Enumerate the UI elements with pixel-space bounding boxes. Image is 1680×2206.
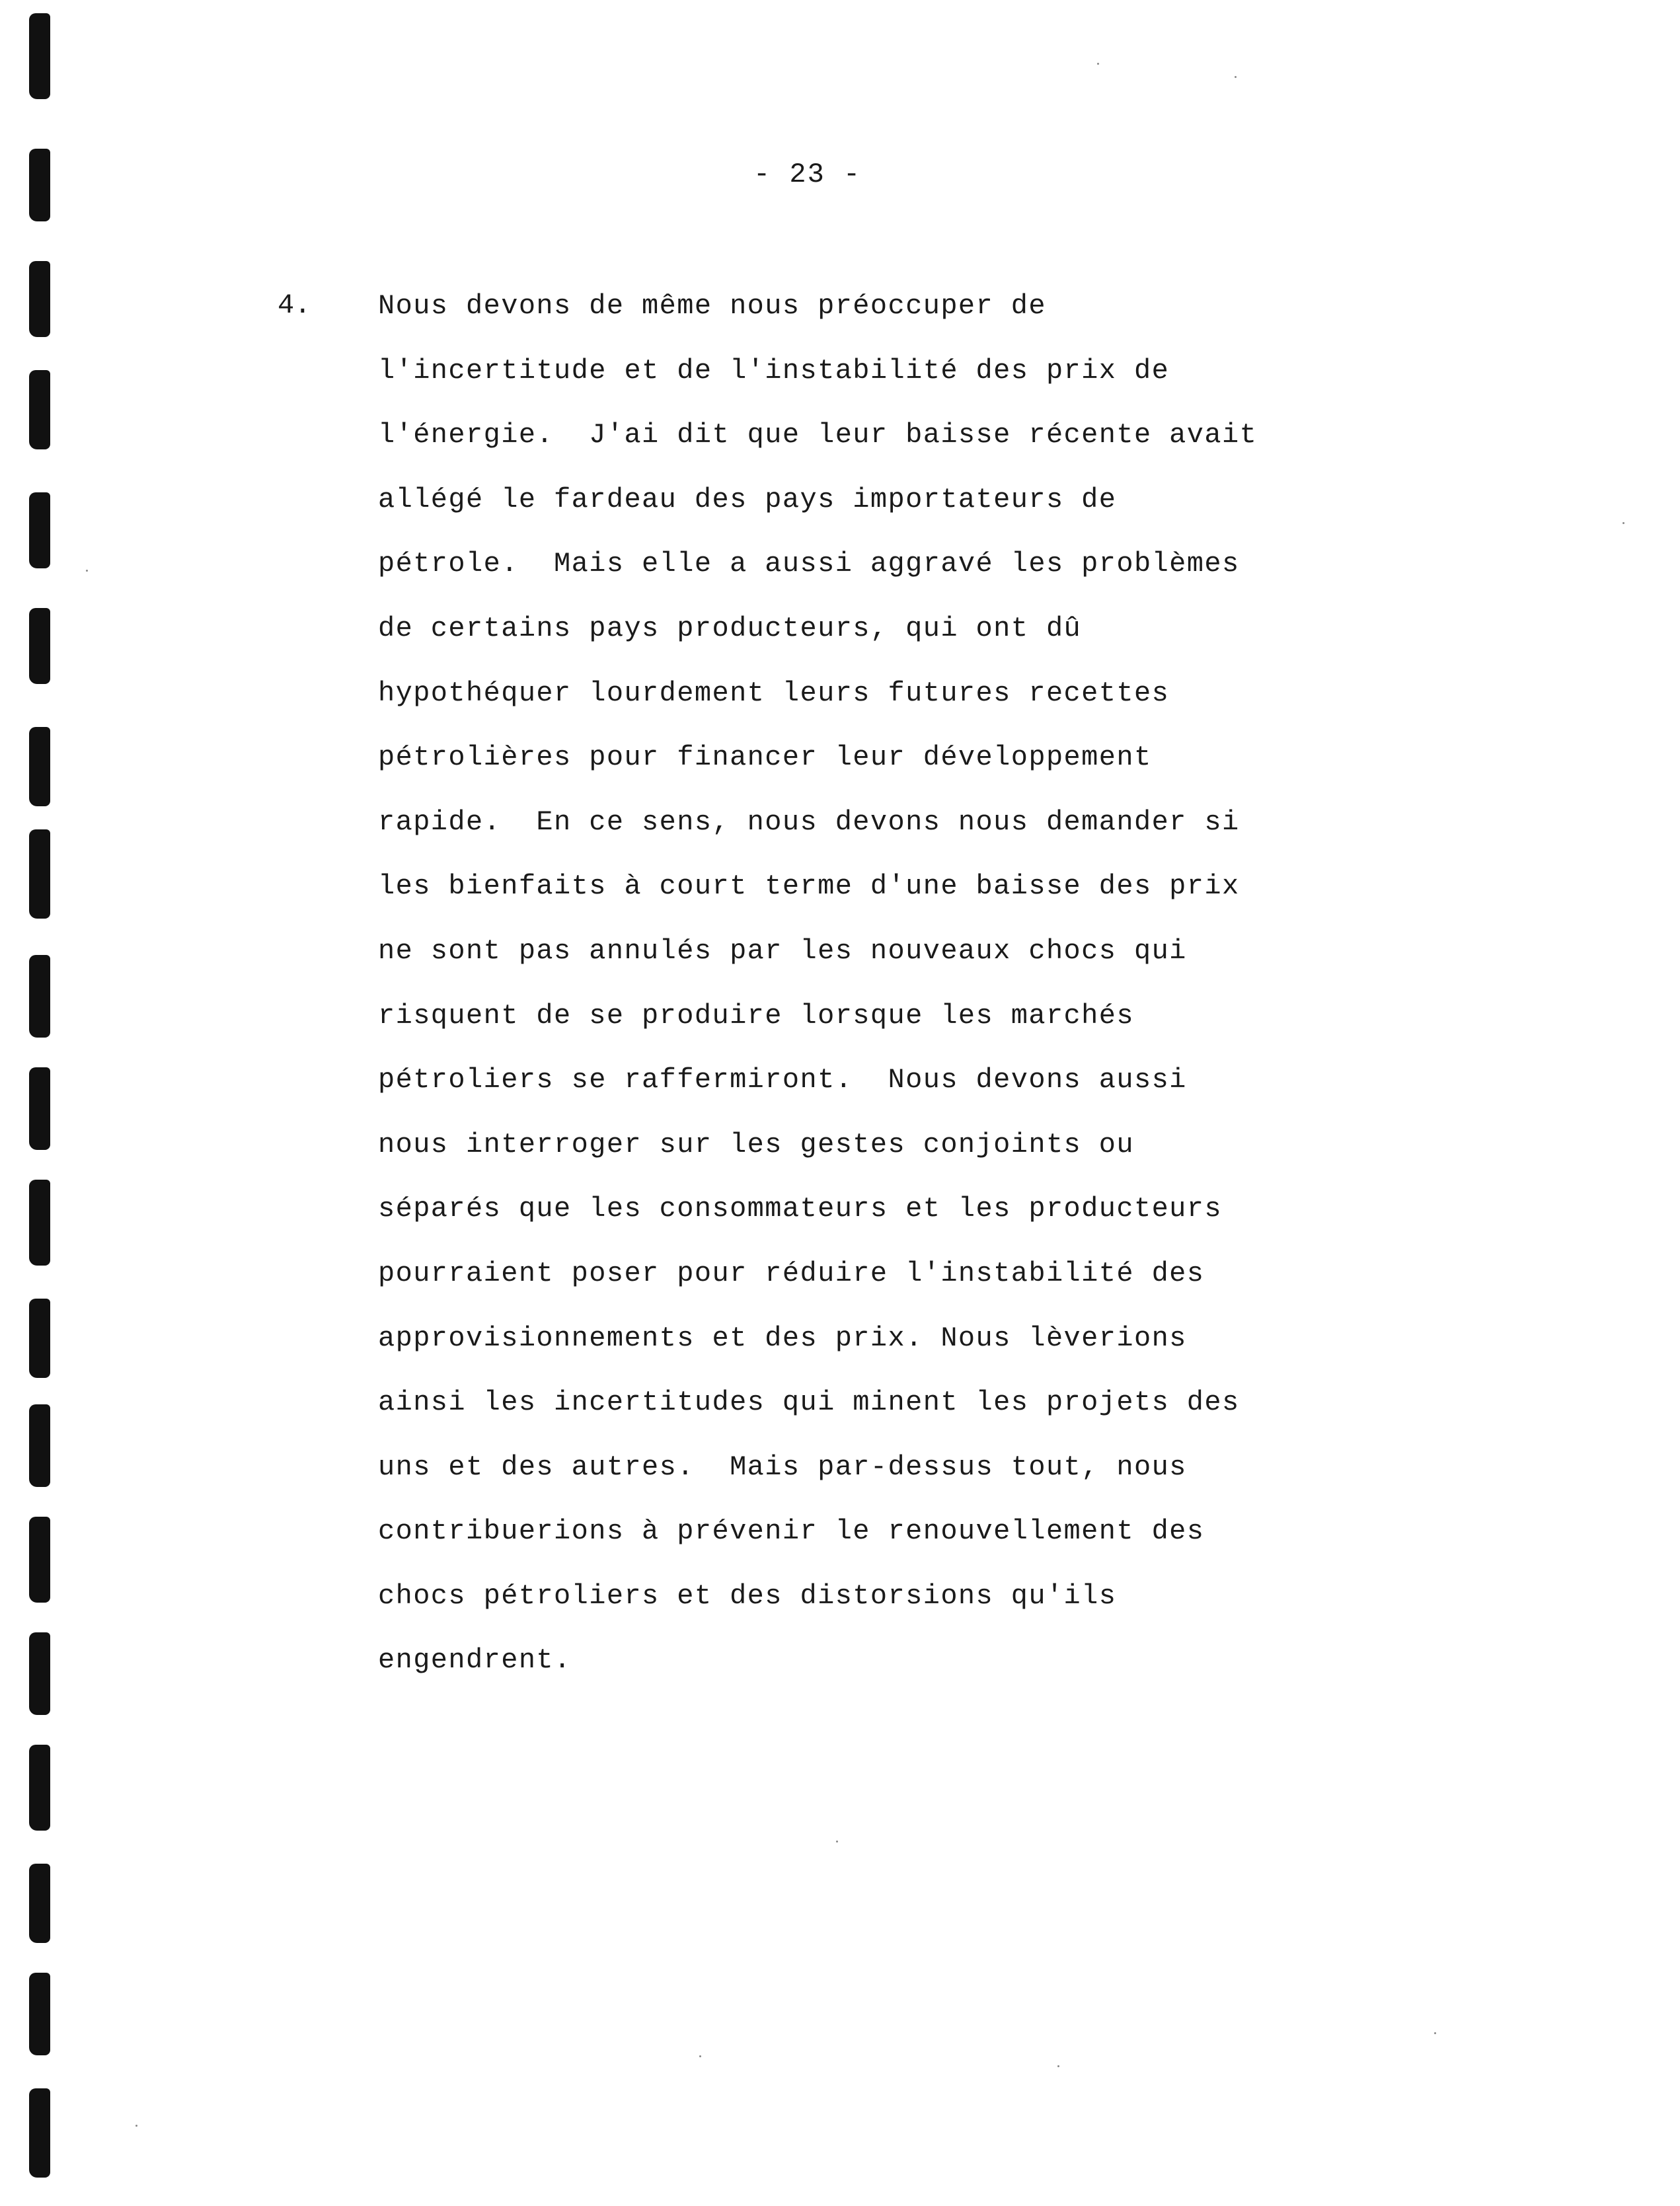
binding-mark — [29, 1632, 50, 1715]
binding-mark — [29, 370, 50, 449]
text-line: pétroliers se raffermiront. Nous devons aussi — [378, 1064, 1187, 1096]
binding-mark — [29, 1864, 50, 1943]
text-line: l'incertitude et de l'instabilité des prix de — [378, 354, 1170, 387]
paragraph-body — [378, 289, 1409, 1708]
binding-mark — [29, 829, 50, 919]
binding-mark — [29, 608, 50, 684]
paragraph-number: 4. — [278, 289, 311, 321]
text-line: engendrent. — [378, 1644, 572, 1677]
text-line: ainsi les incertitudes qui minent les projets des — [378, 1387, 1240, 1419]
binding-mark — [29, 1517, 50, 1603]
text-line: de certains pays producteurs, qui ont dû — [378, 612, 1082, 644]
page-number: - 23 - — [753, 159, 862, 190]
binding-mark — [29, 1973, 50, 2055]
text-line: chocs pétroliers et des distorsions qu'ils — [378, 1579, 1117, 1612]
text-line: ne sont pas annulés par les nouveaux chocs qui — [378, 934, 1187, 967]
binding-mark — [29, 149, 50, 221]
scan-speck — [1235, 76, 1237, 78]
text-line: pourraient poser pour réduire l'instabilité des — [378, 1257, 1205, 1289]
scan-speck — [699, 2055, 701, 2057]
text-line: uns et des autres. Mais par-dessus tout, nous — [378, 1451, 1187, 1483]
text-line: l'énergie. J'ai dit que leur baisse récente avait — [378, 419, 1258, 451]
binding-mark — [29, 261, 50, 337]
binding-mark — [29, 1067, 50, 1150]
scan-speck — [1434, 2032, 1436, 2034]
binding-mark — [29, 727, 50, 806]
scan-speck — [1623, 522, 1624, 524]
binding-mark — [29, 2088, 50, 2178]
binding-mark — [29, 1180, 50, 1266]
text-line: les bienfaits à court terme d'une baisse des prix — [378, 870, 1240, 903]
binding-marks — [29, 0, 56, 2206]
text-line: pétrole. Mais elle a aussi aggravé les problèmes — [378, 548, 1240, 580]
scan-speck — [836, 1841, 838, 1843]
scan-speck — [1057, 2065, 1059, 2067]
scan-speck — [1097, 63, 1099, 65]
binding-mark — [29, 955, 50, 1038]
text-line: approvisionnements et des prix. Nous lèverions — [378, 1322, 1187, 1354]
text-line: hypothéquer lourdement leurs futures recettes — [378, 677, 1170, 709]
text-line: séparés que les consommateurs et les producteurs — [378, 1193, 1222, 1225]
binding-mark — [29, 13, 50, 99]
binding-mark — [29, 492, 50, 568]
binding-mark — [29, 1745, 50, 1831]
text-line: rapide. En ce sens, nous devons nous demander si — [378, 806, 1240, 838]
text-line: contribuerions à prévenir le renouvellement des — [378, 1515, 1205, 1548]
text-line: nous interroger sur les gestes conjoints ou — [378, 1128, 1134, 1160]
text-line: allégé le fardeau des pays importateurs de — [378, 483, 1117, 515]
text-line: pétrolières pour financer leur développement — [378, 742, 1152, 774]
text-line: risquent de se produire lorsque les marchés — [378, 999, 1134, 1032]
binding-mark — [29, 1299, 50, 1378]
text-line: Nous devons de même nous préoccuper de — [378, 290, 1046, 322]
scan-speck — [86, 570, 88, 572]
binding-mark — [29, 1404, 50, 1487]
scan-speck — [135, 2125, 137, 2127]
